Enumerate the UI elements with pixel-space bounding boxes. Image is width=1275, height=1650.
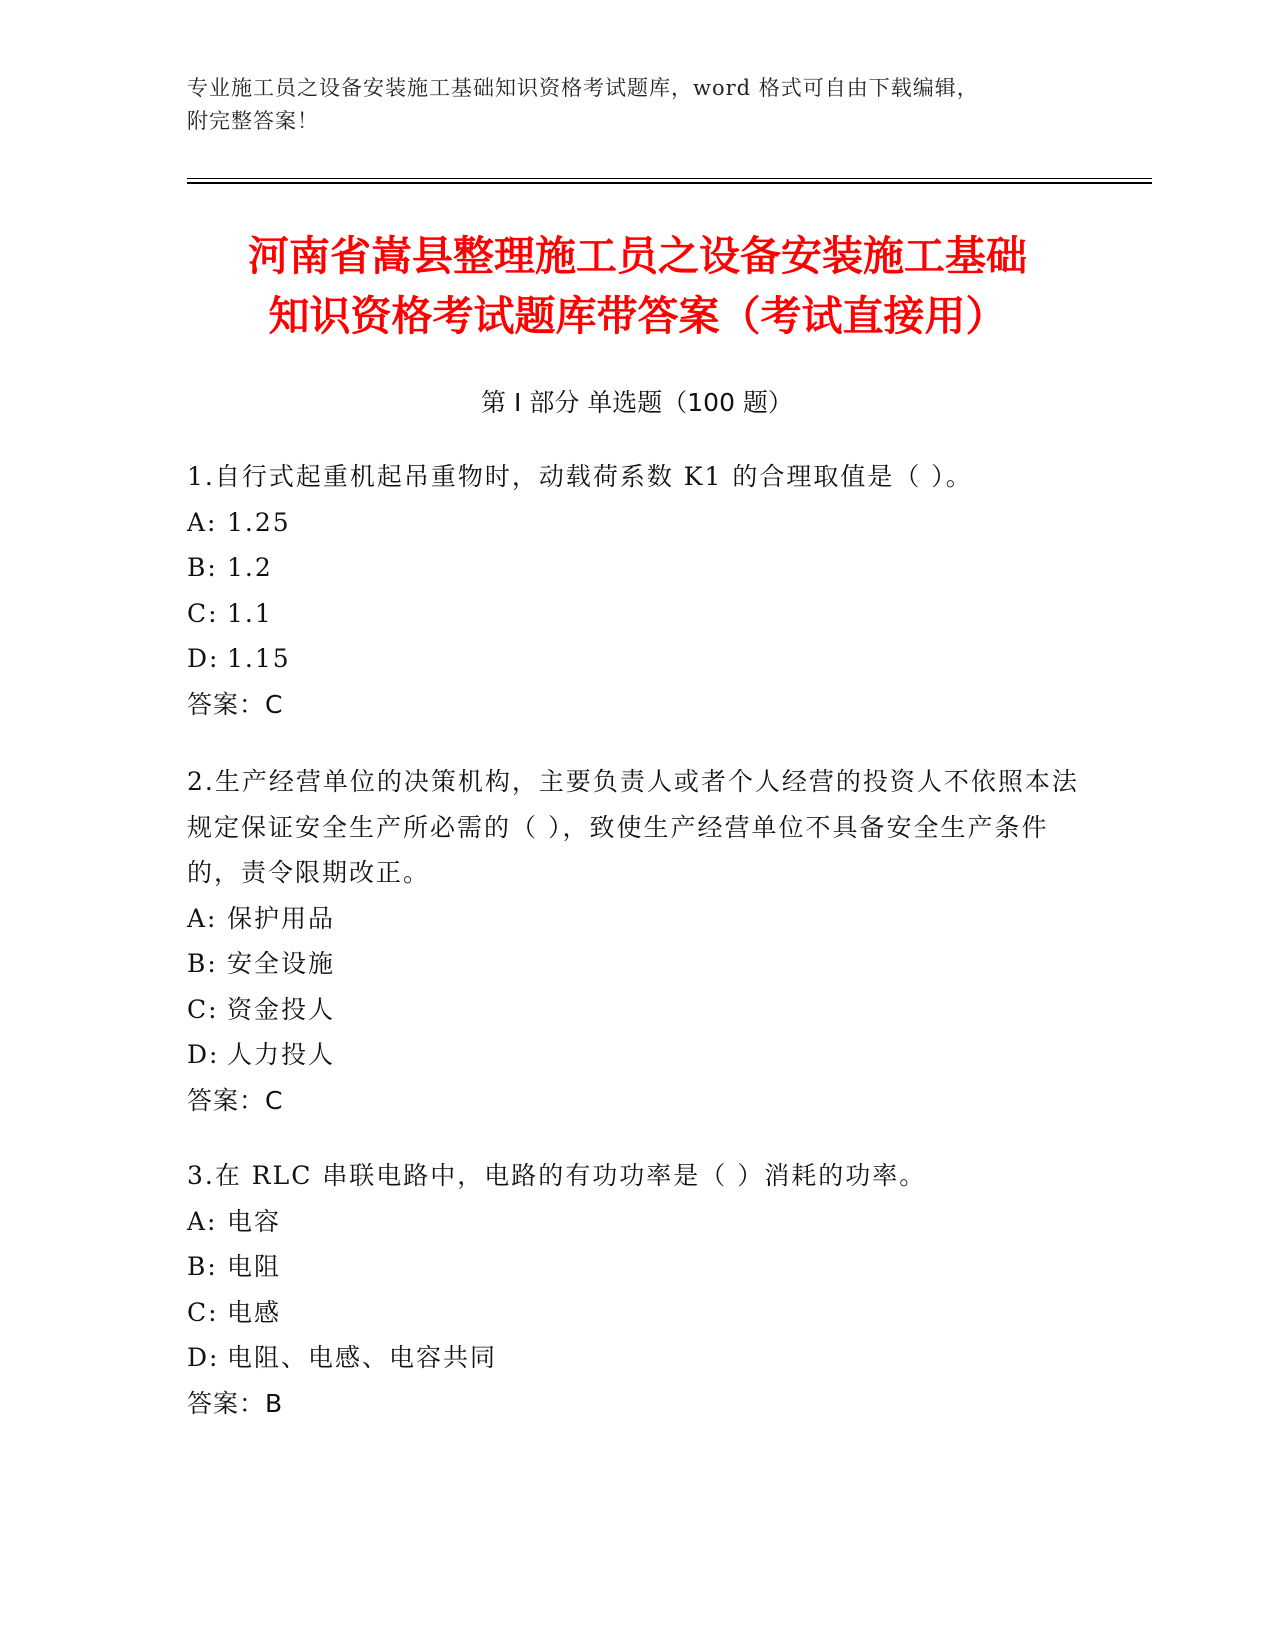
header-intro-line-1: 专业施工员之设备安装施工基础知识资格考试题库，word 格式可自由下载编辑， bbox=[187, 76, 979, 100]
option-key: D: bbox=[187, 1343, 220, 1372]
option-text: 1.2 bbox=[227, 553, 273, 582]
option-key: A: bbox=[187, 903, 218, 933]
option-c bbox=[187, 591, 1082, 637]
option-text: 人力投人 bbox=[227, 1040, 336, 1069]
option-key: B: bbox=[187, 1252, 218, 1281]
option-key: A: bbox=[187, 507, 218, 537]
option-key: D: bbox=[187, 1040, 220, 1069]
answer: 答案：B bbox=[187, 1388, 284, 1418]
option-text: 安全设施 bbox=[227, 949, 336, 978]
option-text: 1.15 bbox=[227, 644, 291, 673]
option-text: 电容 bbox=[227, 1206, 282, 1236]
header-intro-line-2: 附完整答案！ bbox=[187, 109, 319, 133]
page-header bbox=[187, 72, 1087, 138]
option-d bbox=[187, 636, 1082, 682]
option-text: 1.1 bbox=[227, 598, 273, 628]
option-a bbox=[187, 1199, 1082, 1245]
option-text: 电阻 bbox=[227, 1252, 282, 1281]
option-text: 电阻、电感、电容共同 bbox=[227, 1343, 498, 1372]
option-key: C: bbox=[187, 994, 219, 1024]
option-text: 1.25 bbox=[227, 507, 291, 537]
question-2 bbox=[187, 759, 1082, 1123]
option-text: 资金投人 bbox=[227, 994, 336, 1024]
document-title-line-1: 河南省嵩县整理施工员之设备安装施工基础 bbox=[248, 232, 1027, 280]
option-c bbox=[187, 1290, 1082, 1336]
option-key: B: bbox=[187, 553, 218, 582]
option-text: 电感 bbox=[227, 1297, 282, 1327]
question-stem: 1.自行式起重机起吊重物时，动载荷系数 K1 的合理取值是（ ）。 bbox=[187, 462, 973, 491]
option-b bbox=[187, 545, 1082, 591]
option-c bbox=[187, 987, 1082, 1033]
option-key: D: bbox=[187, 644, 220, 673]
option-key: C: bbox=[187, 598, 219, 628]
option-key: A: bbox=[187, 1206, 218, 1236]
header-divider-thick bbox=[187, 182, 1152, 184]
question-3 bbox=[187, 1153, 1082, 1426]
option-b bbox=[187, 1244, 1082, 1290]
option-d bbox=[187, 1032, 1082, 1078]
option-d bbox=[187, 1335, 1082, 1381]
answer: 答案：C bbox=[187, 689, 284, 719]
document-title-line-2: 知识资格考试题库带答案（考试直接用） bbox=[268, 292, 1007, 340]
option-key: B: bbox=[187, 949, 218, 978]
option-b bbox=[187, 941, 1082, 987]
document-title bbox=[160, 226, 1115, 346]
answer: 答案：C bbox=[187, 1085, 284, 1115]
header-divider-thin bbox=[187, 178, 1152, 179]
option-key: C: bbox=[187, 1297, 219, 1327]
question-stem: 3.在 RLC 串联电路中，电路的有功功率是（ ）消耗的功率。 bbox=[187, 1161, 927, 1190]
option-a bbox=[187, 896, 1082, 942]
question-1 bbox=[187, 454, 1082, 727]
question-stem: 2.生产经营单位的决策机构，主要负责人或者个人经营的投资人不依照本法规定保证安全生产所必需的（ ），致使生产经营单位不具备安全生产条件的，责令限期改正。 bbox=[187, 767, 1079, 887]
option-a bbox=[187, 500, 1082, 546]
section-title: 第 I 部分 单选题（100 题） bbox=[481, 388, 793, 417]
option-text: 保护用品 bbox=[227, 903, 336, 933]
